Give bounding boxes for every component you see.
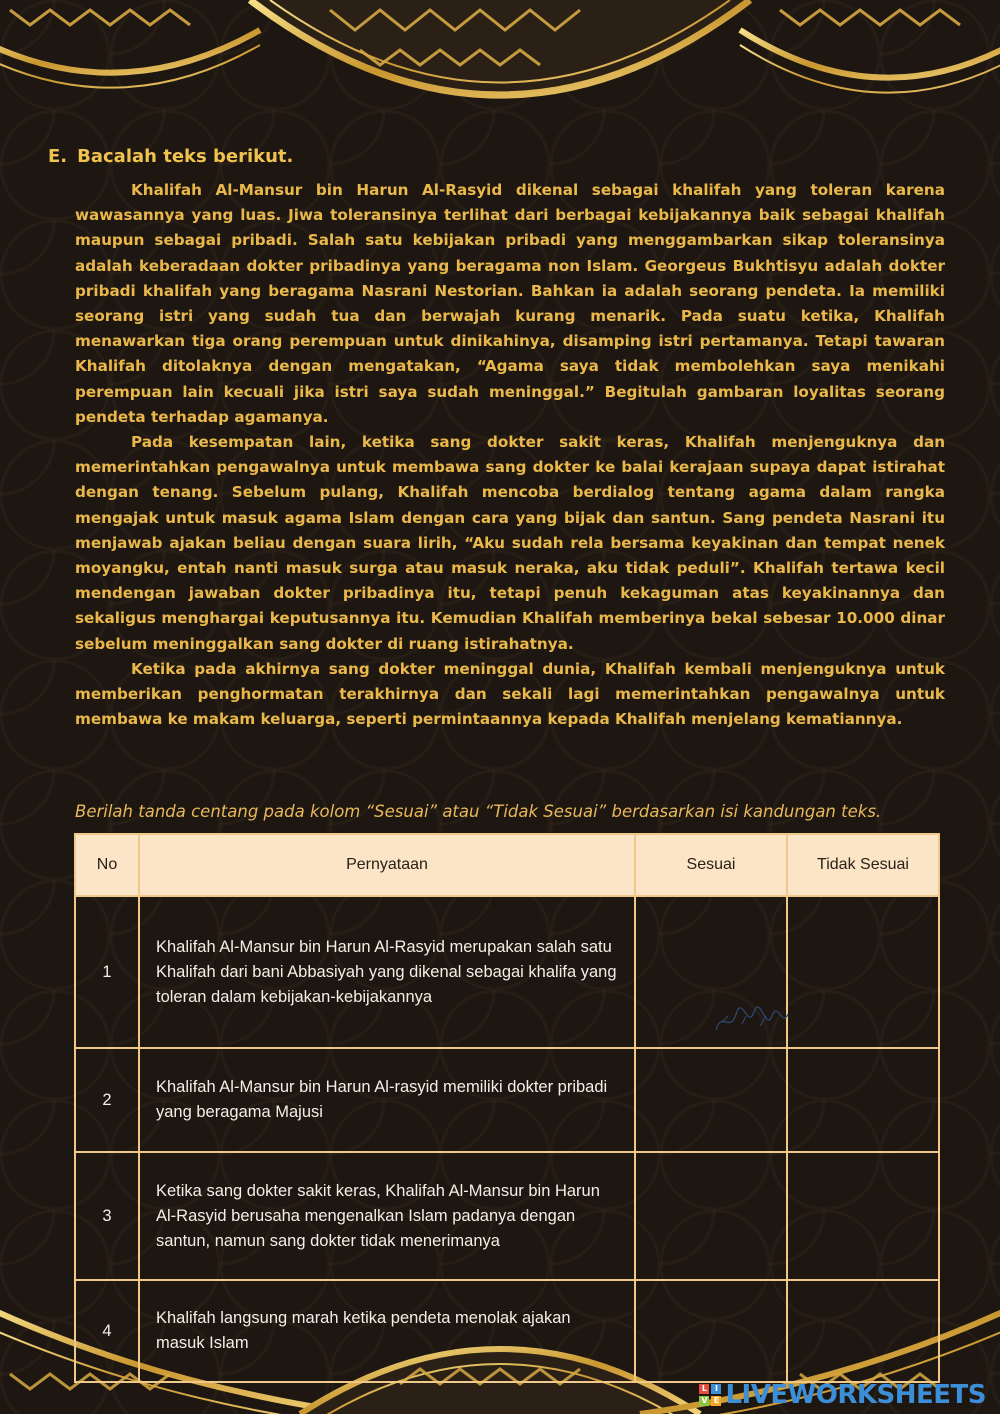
disagree-checkbox-cell[interactable] xyxy=(787,1280,939,1382)
agree-checkbox-cell[interactable] xyxy=(635,1152,787,1280)
header-no: No xyxy=(75,834,139,896)
disagree-checkbox-cell[interactable] xyxy=(787,1152,939,1280)
passage-paragraph-3: Ketika pada akhirnya sang dokter meninggal dunia, Khalifah kembali menjenguknya untuk memberikan penghormatan terakhirnya dan sekali lagi memerintahkan pengawalnya untuk membawa ke makam keluarga, seperti permintaannya kepada Khalifah menjelang kematiannya. xyxy=(75,659,945,729)
row-statement: Ketika sang dokter sakit keras, Khalifah Al-Mansur bin Harun Al-Rasyid berusaha mengenalkan Islam padanya dengan santun, namun sang dokter tidak menerimanya xyxy=(139,1152,635,1280)
row-number: 2 xyxy=(75,1048,139,1152)
pen-scribble xyxy=(712,1000,792,1040)
row-statement: Khalifah langsung marah ketika pendeta menolak ajakan masuk Islam xyxy=(139,1280,635,1382)
top-ornament xyxy=(0,0,1000,140)
section-heading xyxy=(48,146,293,167)
header-disagree: Tidak Sesuai xyxy=(787,834,939,896)
row-statement: Khalifah Al-Mansur bin Harun Al-Rasyid merupakan salah satu Khalifah dari bani Abbasiyah yang dikenal sebagai khalifa yang toleran dalam kebijakan-kebijakannya xyxy=(139,896,635,1048)
logo-letter: V xyxy=(701,1396,708,1405)
header-statement: Pernyataan xyxy=(139,834,635,896)
disagree-checkbox-cell[interactable] xyxy=(787,1048,939,1152)
passage-paragraph-1: Khalifah Al-Mansur bin Harun Al-Rasyid dikenal sebagai khalifah yang toleran karena wawasannya yang luas. Jiwa toleransinya terlihat dari berbagai kebijakannya baik sebagai khalifah maupun sebagai pribadi. Salah satu kebijakan pribadi yang menggambarkan sikap toleransinya adalah keberadaan dokter pribadinya yang beragama non Islam. Georgeus Bukhtisyu adalah dokter pribadi khalifah yang beragama Nasrani Nestorian. Bahkan ia adalah seorang pendeta. Ia memiliki seorang istri yang sudah tua dan berwajah kurang menarik. Pada suatu ketika, Khalifah menawarkan tiga orang perempuan untuk dinikahinya, disamping istri pertamanya. Tetapi tawaran Khalifah ditolaknya dengan mengatakan, “Agama saya tidak membolehkan saya menikahi perempuan lain kecuali jika istri saya sudah meninggal.” Begitulah gambaran loyalitas seorang pendeta terhadap agamanya. xyxy=(75,181,945,426)
table-row xyxy=(75,1280,939,1382)
logo-mark xyxy=(699,1384,721,1406)
row-statement: Khalifah Al-Mansur bin Harun Al-rasyid memiliki dokter pribadi yang beragama Majusi xyxy=(139,1048,635,1152)
liveworksheets-logo xyxy=(699,1380,986,1410)
table-row xyxy=(75,896,939,1048)
logo-text: LIVEWORKSHEETS xyxy=(725,1380,986,1410)
answer-table xyxy=(74,833,940,1383)
logo-letter: E xyxy=(711,1396,721,1406)
instruction-text: Berilah tanda centang pada kolom “Sesuai” atau “Tidak Sesuai” berdasarkan isi kandungan teks. xyxy=(75,802,882,821)
row-number: 4 xyxy=(75,1280,139,1382)
disagree-checkbox-cell[interactable] xyxy=(787,896,939,1048)
agree-checkbox-cell[interactable] xyxy=(635,1048,787,1152)
reading-passage xyxy=(75,178,945,732)
table-header-row xyxy=(75,834,939,896)
table-row xyxy=(75,1152,939,1280)
header-agree: Sesuai xyxy=(635,834,787,896)
table-row xyxy=(75,1048,939,1152)
logo-letter: L xyxy=(699,1384,709,1394)
logo-letter: I xyxy=(711,1384,721,1394)
section-letter: E. xyxy=(48,146,68,167)
row-number: 1 xyxy=(75,896,139,1048)
passage-paragraph-2: Pada kesempatan lain, ketika sang dokter sakit keras, Khalifah menjenguknya dan memerintahkan pengawalnya untuk membawa sang dokter ke balai kerajaan supaya dapat istirahat dengan tenang. Sebelum pulang, Khalifah mencoba berdialog tentang agama dalam rangka mengajak untuk masuk agama Islam dengan cara yang bijak dan santun. Sang pendeta Nasrani itu menjawab ajakan beliau dengan suara lirih, “Aku sudah rela bersama keyakinan dan tempat nenek moyangku, entah nanti masuk surga atau masuk neraka, aku tidak peduli”. Khalifah tertawa kecil mendengan jawaban dokter pribadinya itu, tetapi penuh kekaguman atas keyakinannya dan sekaligus menghargai keputusannya itu. Kemudian Khalifah memberinya bekal sebesar 10.000 dinar sebelum meninggalkan sang dokter di ruang istirahatnya. xyxy=(75,433,945,653)
section-title: Bacalah teks berikut. xyxy=(77,146,294,167)
agree-checkbox-cell[interactable] xyxy=(635,1280,787,1382)
row-number: 3 xyxy=(75,1152,139,1280)
